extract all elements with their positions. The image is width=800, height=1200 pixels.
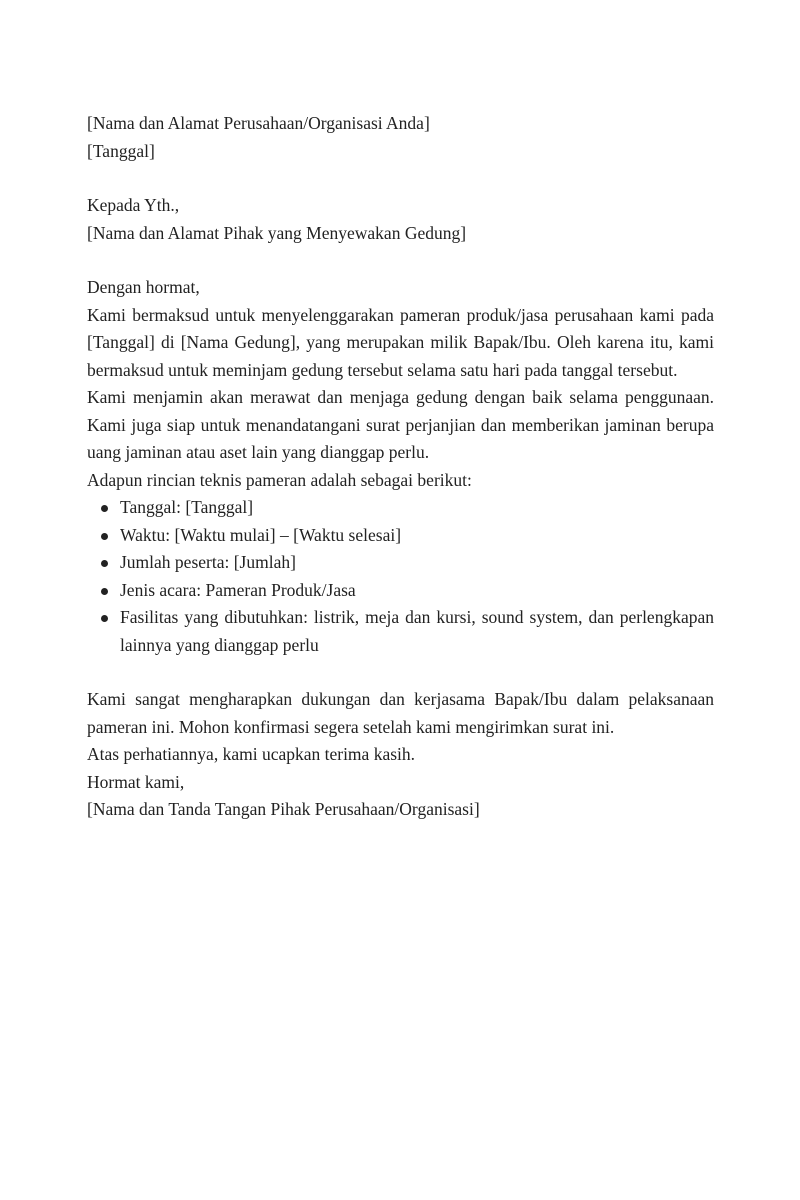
details-item-text: Tanggal: [Tanggal]: [120, 497, 254, 517]
details-list: [87, 494, 714, 659]
details-item-text: Jenis acara: Pameran Produk/Jasa: [120, 579, 356, 600]
bullet-icon: [101, 505, 108, 512]
bullet-icon: [101, 615, 108, 622]
signature-line: [Nama dan Tanda Tangan Pihak Perusahaan/Organisasi]: [87, 799, 480, 819]
signoff: Hormat kami,: [87, 771, 185, 792]
bullet-icon: [101, 588, 108, 595]
closing-paragraph-1: Kami sangat mengharapkan dukungan dan kerjasama Bapak/Ibu dalam pelaksanaan pameran ini. Mohon konfirmasi segera setelah kami mengirimkan surat ini.: [87, 689, 714, 737]
recipient-salutation: Kepada Yth.,: [87, 195, 180, 215]
closing-paragraph-2: Atas perhatiannya, kami ucapkan terima kasih.: [87, 744, 416, 764]
bullet-icon: [101, 560, 108, 567]
details-item-text: Fasilitas yang dibutuhkan: listrik, meja dan kursi, sound system, dan perlengkapan lainnya yang dianggap perlu: [120, 607, 714, 655]
details-item-participants: [120, 549, 714, 577]
details-item-facilities: [120, 604, 714, 659]
bullet-icon: [101, 533, 108, 540]
details-item-time: [120, 522, 714, 550]
letter-page: [87, 110, 714, 824]
greeting: Dengan hormat,: [87, 277, 200, 297]
body-paragraph-1: Kami bermaksud untuk menyelenggarakan pameran produk/jasa perusahaan kami pada [Tanggal] di [Nama Gedung], yang merupakan milik Bapak/Ibu. Oleh karena itu, kami bermaksud untuk meminjam gedung tersebut selama satu hari pada tanggal tersebut.: [87, 304, 714, 380]
body-paragraph-2: Kami menjamin akan merawat dan menjaga gedung dengan baik selama penggunaan. Kami juga siap untuk menandatangani surat perjanjian dan memberikan jaminan berupa uang jaminan atau aset lain yang dianggap perlu.: [87, 387, 714, 462]
recipient-block: [87, 192, 714, 247]
details-intro: Adapun rincian teknis pameran adalah sebagai berikut:: [87, 469, 472, 490]
sender-name-address: [Nama dan Alamat Perusahaan/Organisasi Anda]: [87, 113, 430, 133]
sender-block: [87, 110, 714, 165]
recipient-name-address: [Nama dan Alamat Pihak yang Menyewakan Gedung]: [87, 222, 467, 243]
details-item-text: Jumlah peserta: [Jumlah]: [120, 552, 296, 572]
letter-date: [Tanggal]: [87, 140, 155, 161]
details-item-date: [120, 494, 714, 522]
details-item-text: Waktu: [Waktu mulai] – [Waktu selesai]: [120, 524, 402, 545]
details-item-event-type: [120, 577, 714, 605]
